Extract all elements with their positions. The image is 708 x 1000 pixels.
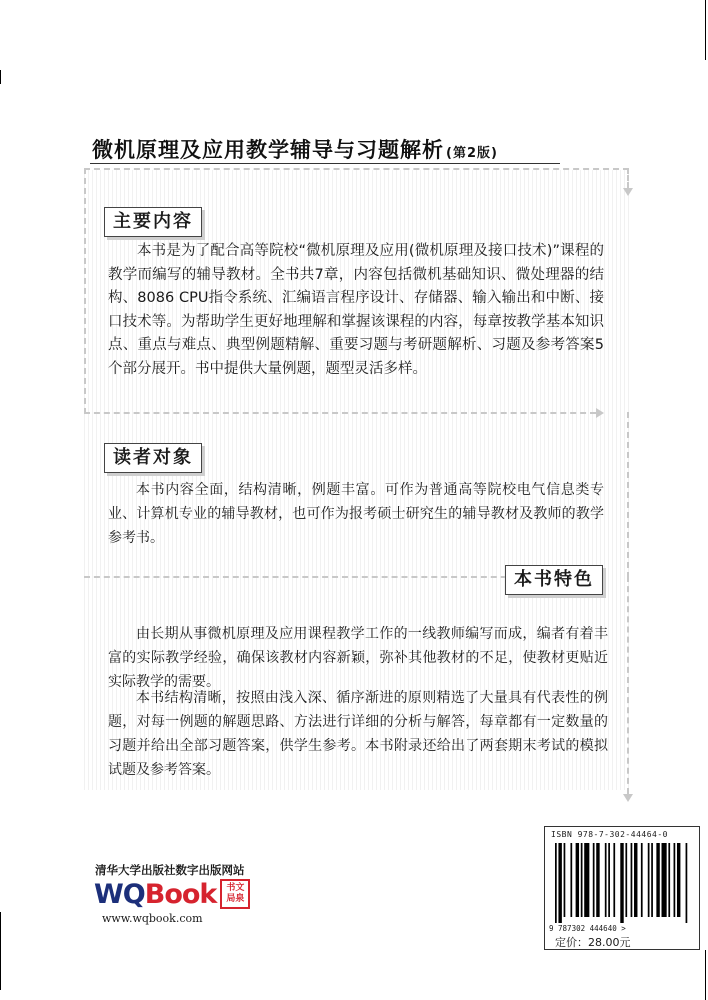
barcode-bar [656,843,659,917]
book-title [92,134,498,164]
barcode-bar [608,843,610,917]
features-paragraph: 由长期从事微机原理及应用课程教学工作的一线教师编写而成，编者有着丰富的实际教学经验，确保该教材内容新颖，弥补其他教材的不足，使教材更贴近实际教学的需要。 [108,626,608,690]
barcode-bar [674,843,676,917]
barcode-bar [596,843,599,917]
barcode-bar [641,843,643,917]
isbn-text: ISBN 978-7-302-44464-0 [551,830,668,839]
crop-mark-right-top [705,0,706,60]
arrow-down-icon [623,794,633,802]
barcode-bar [677,843,680,917]
barcode-bar [576,843,579,917]
arrow-down-icon [623,188,633,196]
publisher-name: 清华大学出版社数字出版网站 [95,863,245,877]
logo-seal: 书文局泉 [220,879,250,909]
logo-book: Book [144,878,217,910]
barcode-bar [668,843,670,917]
barcode-bar [651,843,653,917]
barcode-bar [570,843,572,917]
title-underline [90,163,560,164]
dashed-line [627,168,629,188]
barcode [555,843,689,923]
dashed-line [84,168,86,414]
publisher-logo [94,876,250,912]
barcode-bar [605,843,607,917]
barcode-bar [620,843,623,923]
dashed-line [627,412,629,578]
barcode-bar [555,843,557,923]
barcode-bar [584,843,589,917]
barcode-box [544,826,700,950]
barcode-bar [634,843,637,917]
crop-mark-left-bottom [0,912,1,990]
main-content-text: 本书是为了配合高等院校“微机原理及应用(微机原理及接口技术)”课程的教学而编写的辅导教材。全书共7章，内容包括微机基础知识、微处理器的结构、8086 CPU指令系统、汇编语言程序设计、存储器、输入输出和中断、接口技术等。为帮助学生更好地理解和掌握该课程的内容，每章按教学基本知识点、重点与难点、典型例题精解、重要习题与考研题解析、习题及参考答案5个部分展开。书中提供大量例题，题型灵活多样。 [108,243,604,377]
barcode-bar [564,843,566,917]
arrow-right-icon [596,408,604,418]
main-content-heading: 主要内容 [104,207,202,237]
features-paragraph: 本书结构清晰，按照由浅入深、循序渐进的原则精选了大量具有代表性的例题，对每一例题的解题思路、方法进行详细的分析与解答，每章都有一定数量的习题并给出全部习题答案，供学生参考。本书附录还给出了两套期末考试的模拟试题及参考答案。 [108,690,608,778]
barcode-bar [631,843,633,917]
crop-mark-left-top [0,70,1,84]
barcode-bar [662,843,667,917]
barcode-bar [593,843,595,917]
publisher-url: www.wqbook.com [102,912,203,925]
barcode-bar [648,843,650,917]
readers-heading: 读者对象 [104,443,202,473]
barcode-digits: 9 787302 444640 > [549,924,626,933]
readers-text: 本书内容全面，结构清晰，例题丰富。可作为普通高等院校电气信息类专业、计算机专业的辅导教材，也可作为报考硕士研究生的辅导教材及教师的教学参考书。 [108,482,604,546]
barcode-bar [625,843,627,917]
logo-wordmark [94,879,216,910]
logo-wq: WQ [94,878,145,910]
crop-mark-right-bottom [705,950,706,1000]
book-title-main: 微机原理及应用教学辅导与习题解析 [92,138,444,162]
barcode-bar [558,843,561,923]
dashed-line [84,168,629,170]
price: 定价：28.00元 [555,936,631,949]
barcode-bar [613,843,615,917]
barcode-bar [581,843,583,917]
dashed-line [627,576,629,794]
dashed-line [84,412,596,414]
barcode-bar [686,843,688,923]
features-heading: 本书特色 [505,565,603,595]
book-title-edition: (第2版) [446,146,498,161]
